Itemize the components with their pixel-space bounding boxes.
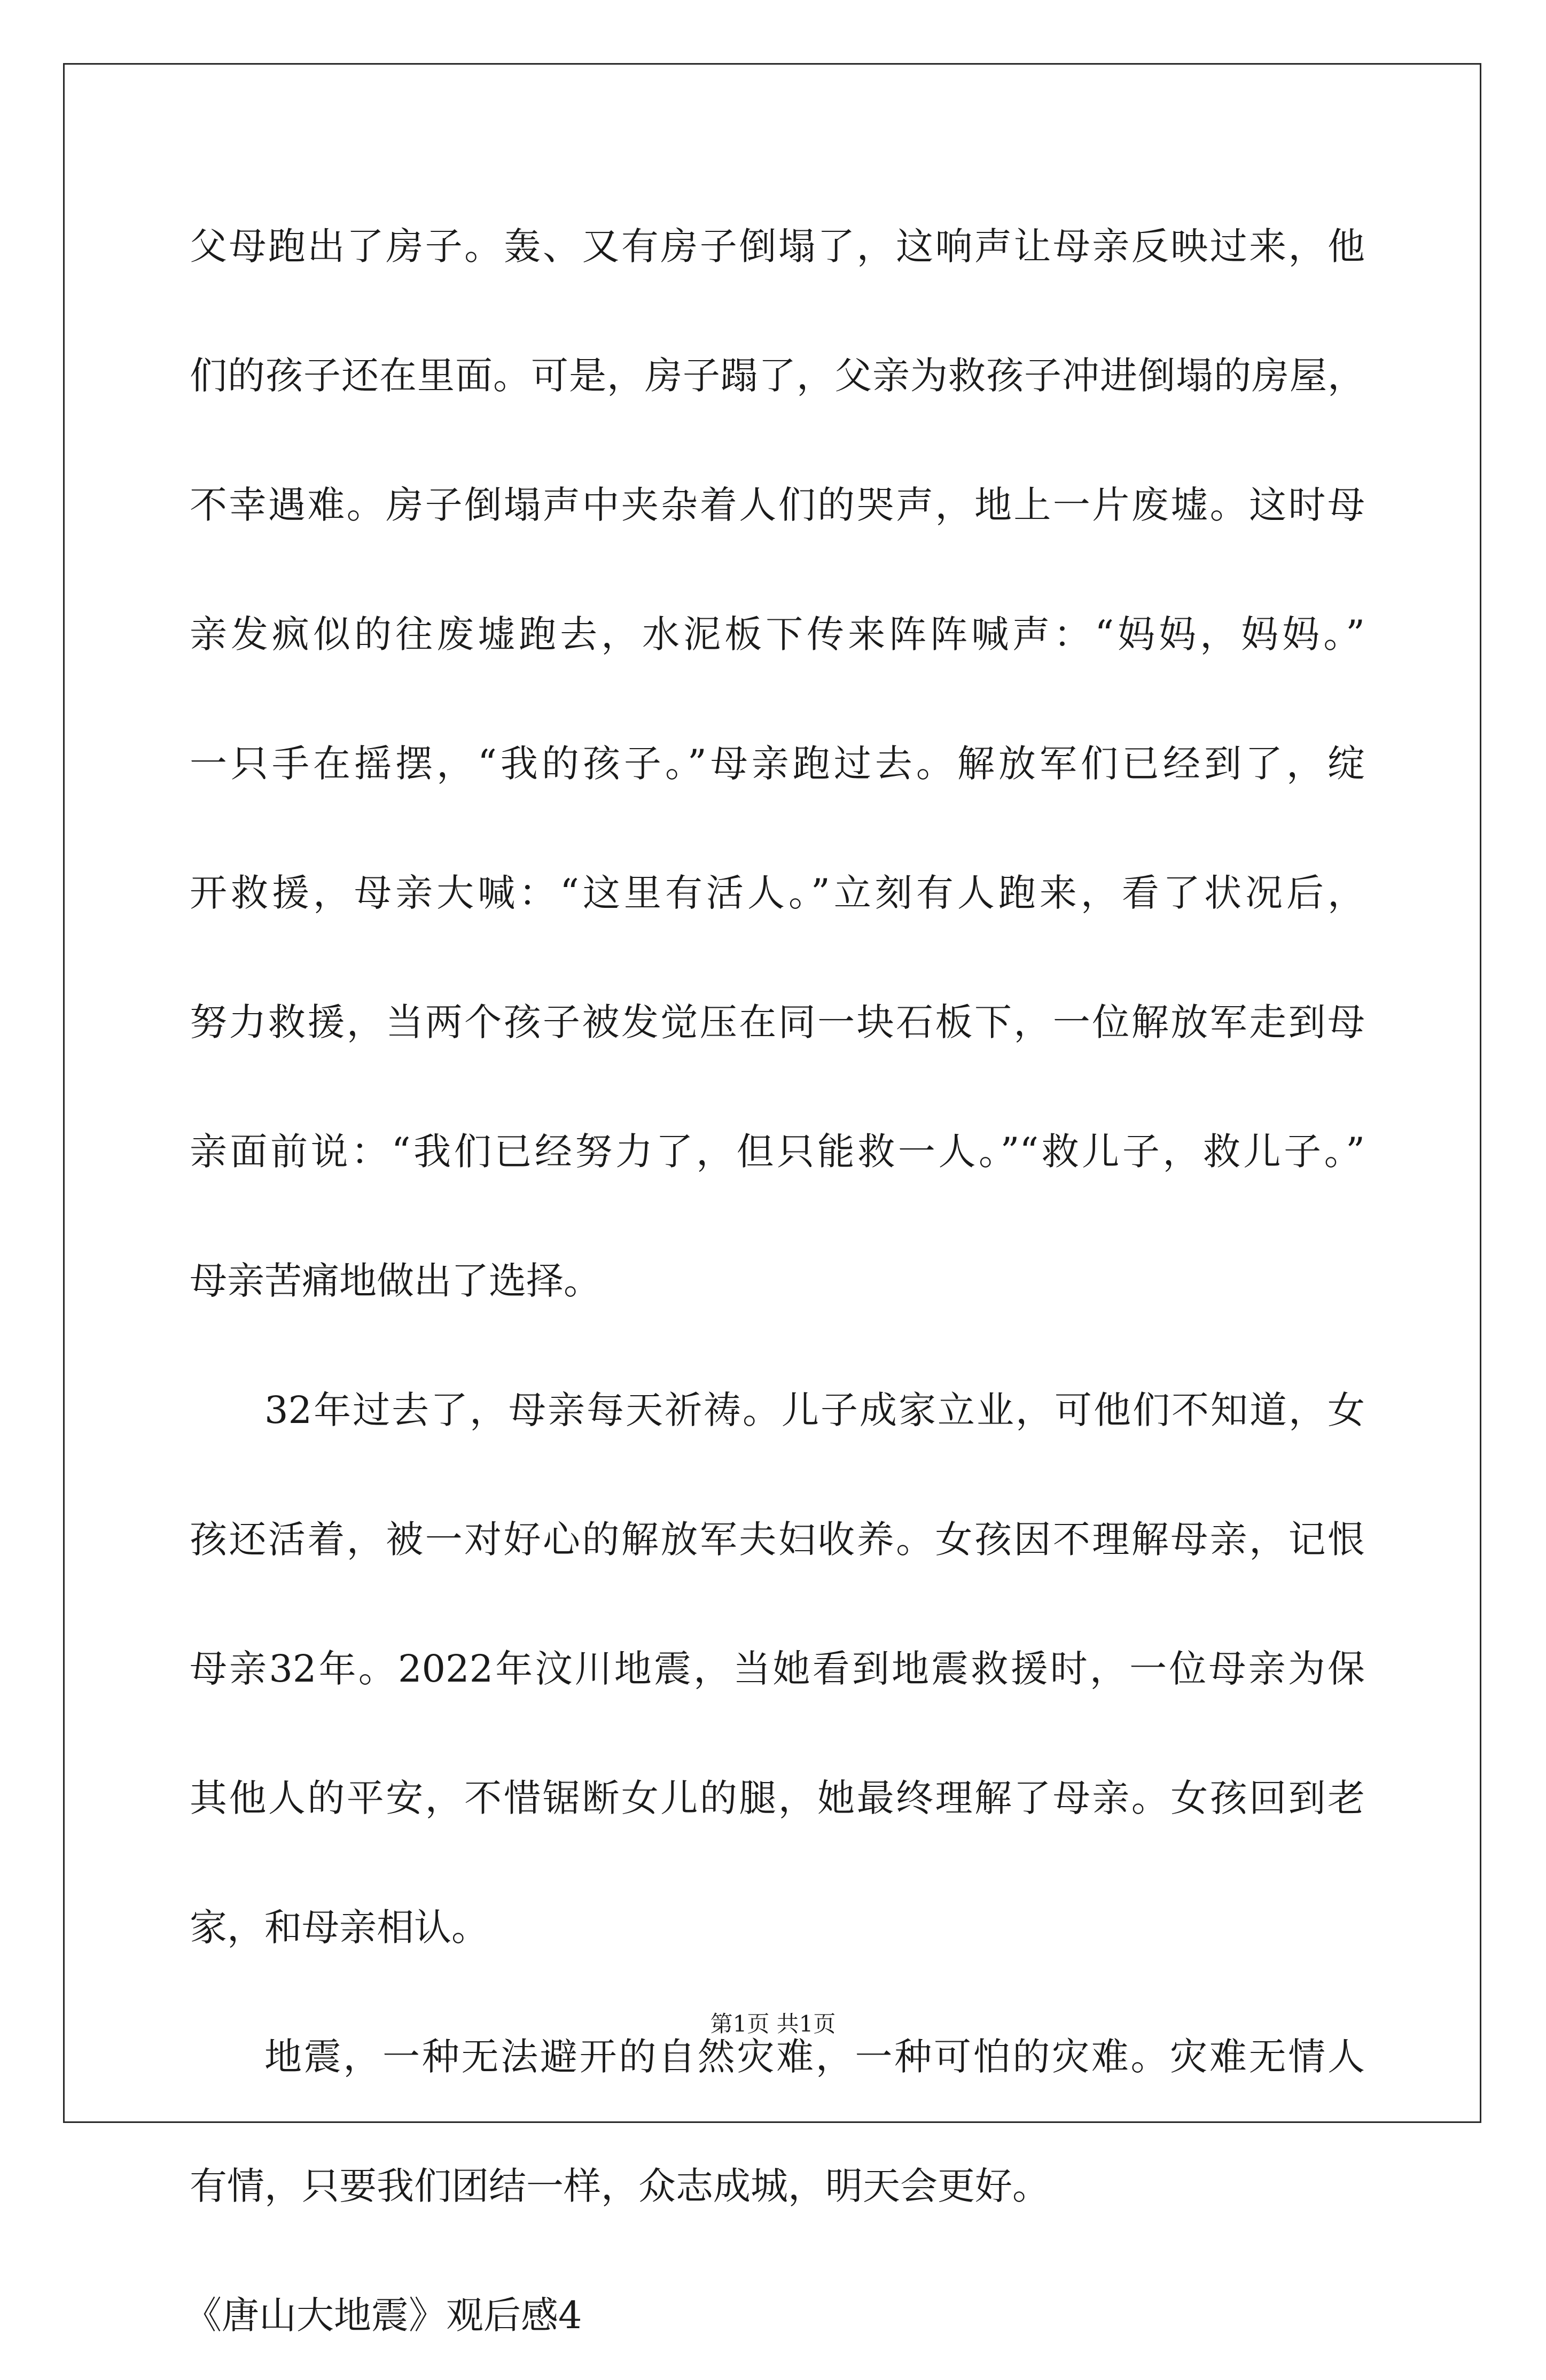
paragraph-1: [190, 182, 1365, 1345]
text-line: 地震，一种无法避开的自然灾难，一种可怕的灾难。灾难无情人: [264, 2035, 1365, 2079]
text-line: 有情，只要我们团结一样，众志成城，明天会更好。: [190, 2164, 1050, 2208]
text-line: 其他人的平安，不惜锯断女儿的腿，她最终理解了母亲。女孩回到老: [190, 1776, 1365, 1820]
text-line: 母亲32年。2022年汶川地震，当她看到地震救援时，一位母亲为保: [190, 1647, 1365, 1691]
text-line: 孩还活着，被一对好心的解放军夫妇收养。女孩因不理解母亲，记恨: [190, 1518, 1365, 1561]
text-line: 亲发疯似的往废墟跑去，水泥板下传来阵阵喊声：“妈妈，妈妈。”: [190, 612, 1365, 656]
text-line: 家，和母亲相认。: [190, 1905, 489, 1949]
text-line: 32年过去了，母亲每天祈祷。儿子成家立业，可他们不知道，女: [264, 1388, 1365, 1432]
text-line: 不幸遇难。房子倒塌声中夹杂着人们的哭声，地上一片废墟。这时母: [190, 483, 1365, 527]
page-footer: 第1页 共1页: [710, 2011, 836, 2037]
text-line: 亲面前说：“我们已经努力了，但只能救一人。”“救儿子，救儿子。”: [190, 1130, 1365, 1173]
text-line: 们的孩子还在里面。可是，房子蹋了，父亲为救孩子冲进倒塌的房屋，: [190, 354, 1365, 398]
paragraph-2: [190, 1345, 1365, 1992]
text-line: 开救援，母亲大喊：“这里有活人。”立刻有人跑来，看了状况后，: [190, 871, 1365, 915]
text-line: 父母跑出了房子。轰、又有房子倒塌了，这响声让母亲反映过来，他: [190, 224, 1365, 268]
text-line: 努力救援，当两个孩子被发觉压在同一块石板下，一位解放军走到母: [190, 1000, 1365, 1044]
section-heading: 《唐山大地震》观后感4: [184, 2293, 582, 2337]
text-line: 一只手在摇摆，“我的孩子。”母亲跑过去。解放军们已经到了，绽: [190, 742, 1365, 785]
text-line: 母亲苦痛地做出了选择。: [190, 1259, 601, 1303]
document-body: [184, 182, 1365, 2380]
